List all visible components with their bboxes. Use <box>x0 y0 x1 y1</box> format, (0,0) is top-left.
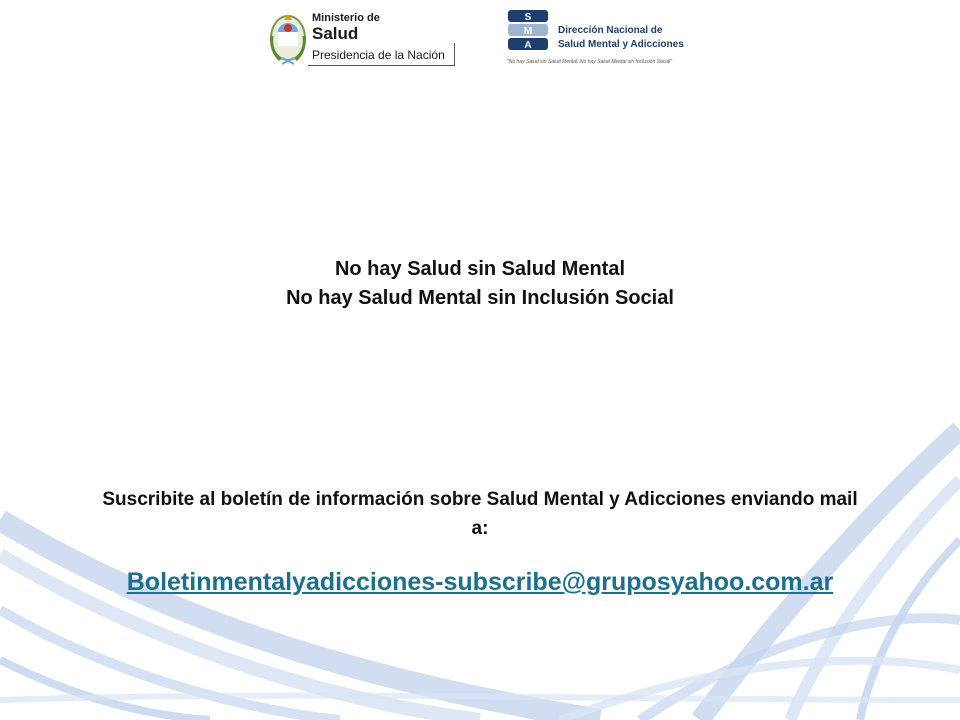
salud-label: Salud <box>312 24 359 43</box>
motto <box>0 255 960 313</box>
salud-mental-adicciones-label: Salud Mental y Adicciones <box>558 39 684 50</box>
presidencia-label: Presidencia de la Nación <box>312 48 445 62</box>
direccion-nacional-logo <box>504 8 704 70</box>
ministerio-label: Ministerio de <box>312 12 380 24</box>
logo-tagline: "No hay Salud sin Salud Mental. No hay Salud Mental sin Inclusión Social" <box>507 59 673 65</box>
subscribe-email-link[interactable]: Boletinmentalyadicciones-subscribe@gruposyahoo.com.ar <box>126 568 834 596</box>
sma-letter-m: M <box>523 26 533 37</box>
sma-letter-a: A <box>524 40 532 51</box>
subscribe-text: Suscribite al boletín de información sobre Salud Mental y Adicciones enviando mail a: <box>102 489 858 539</box>
argentina-coat-of-arms-icon <box>268 8 308 70</box>
sma-letter-s: S <box>524 12 532 23</box>
direccion-label: Dirección Nacional de <box>558 25 663 36</box>
ministerio-salud-logo <box>268 8 458 70</box>
motto-line-1: No hay Salud sin Salud Mental <box>334 258 626 280</box>
sma-logo-icon <box>504 8 554 58</box>
motto-line-2: No hay Salud Mental sin Inclusión Social <box>286 287 674 309</box>
email-container <box>0 568 960 597</box>
